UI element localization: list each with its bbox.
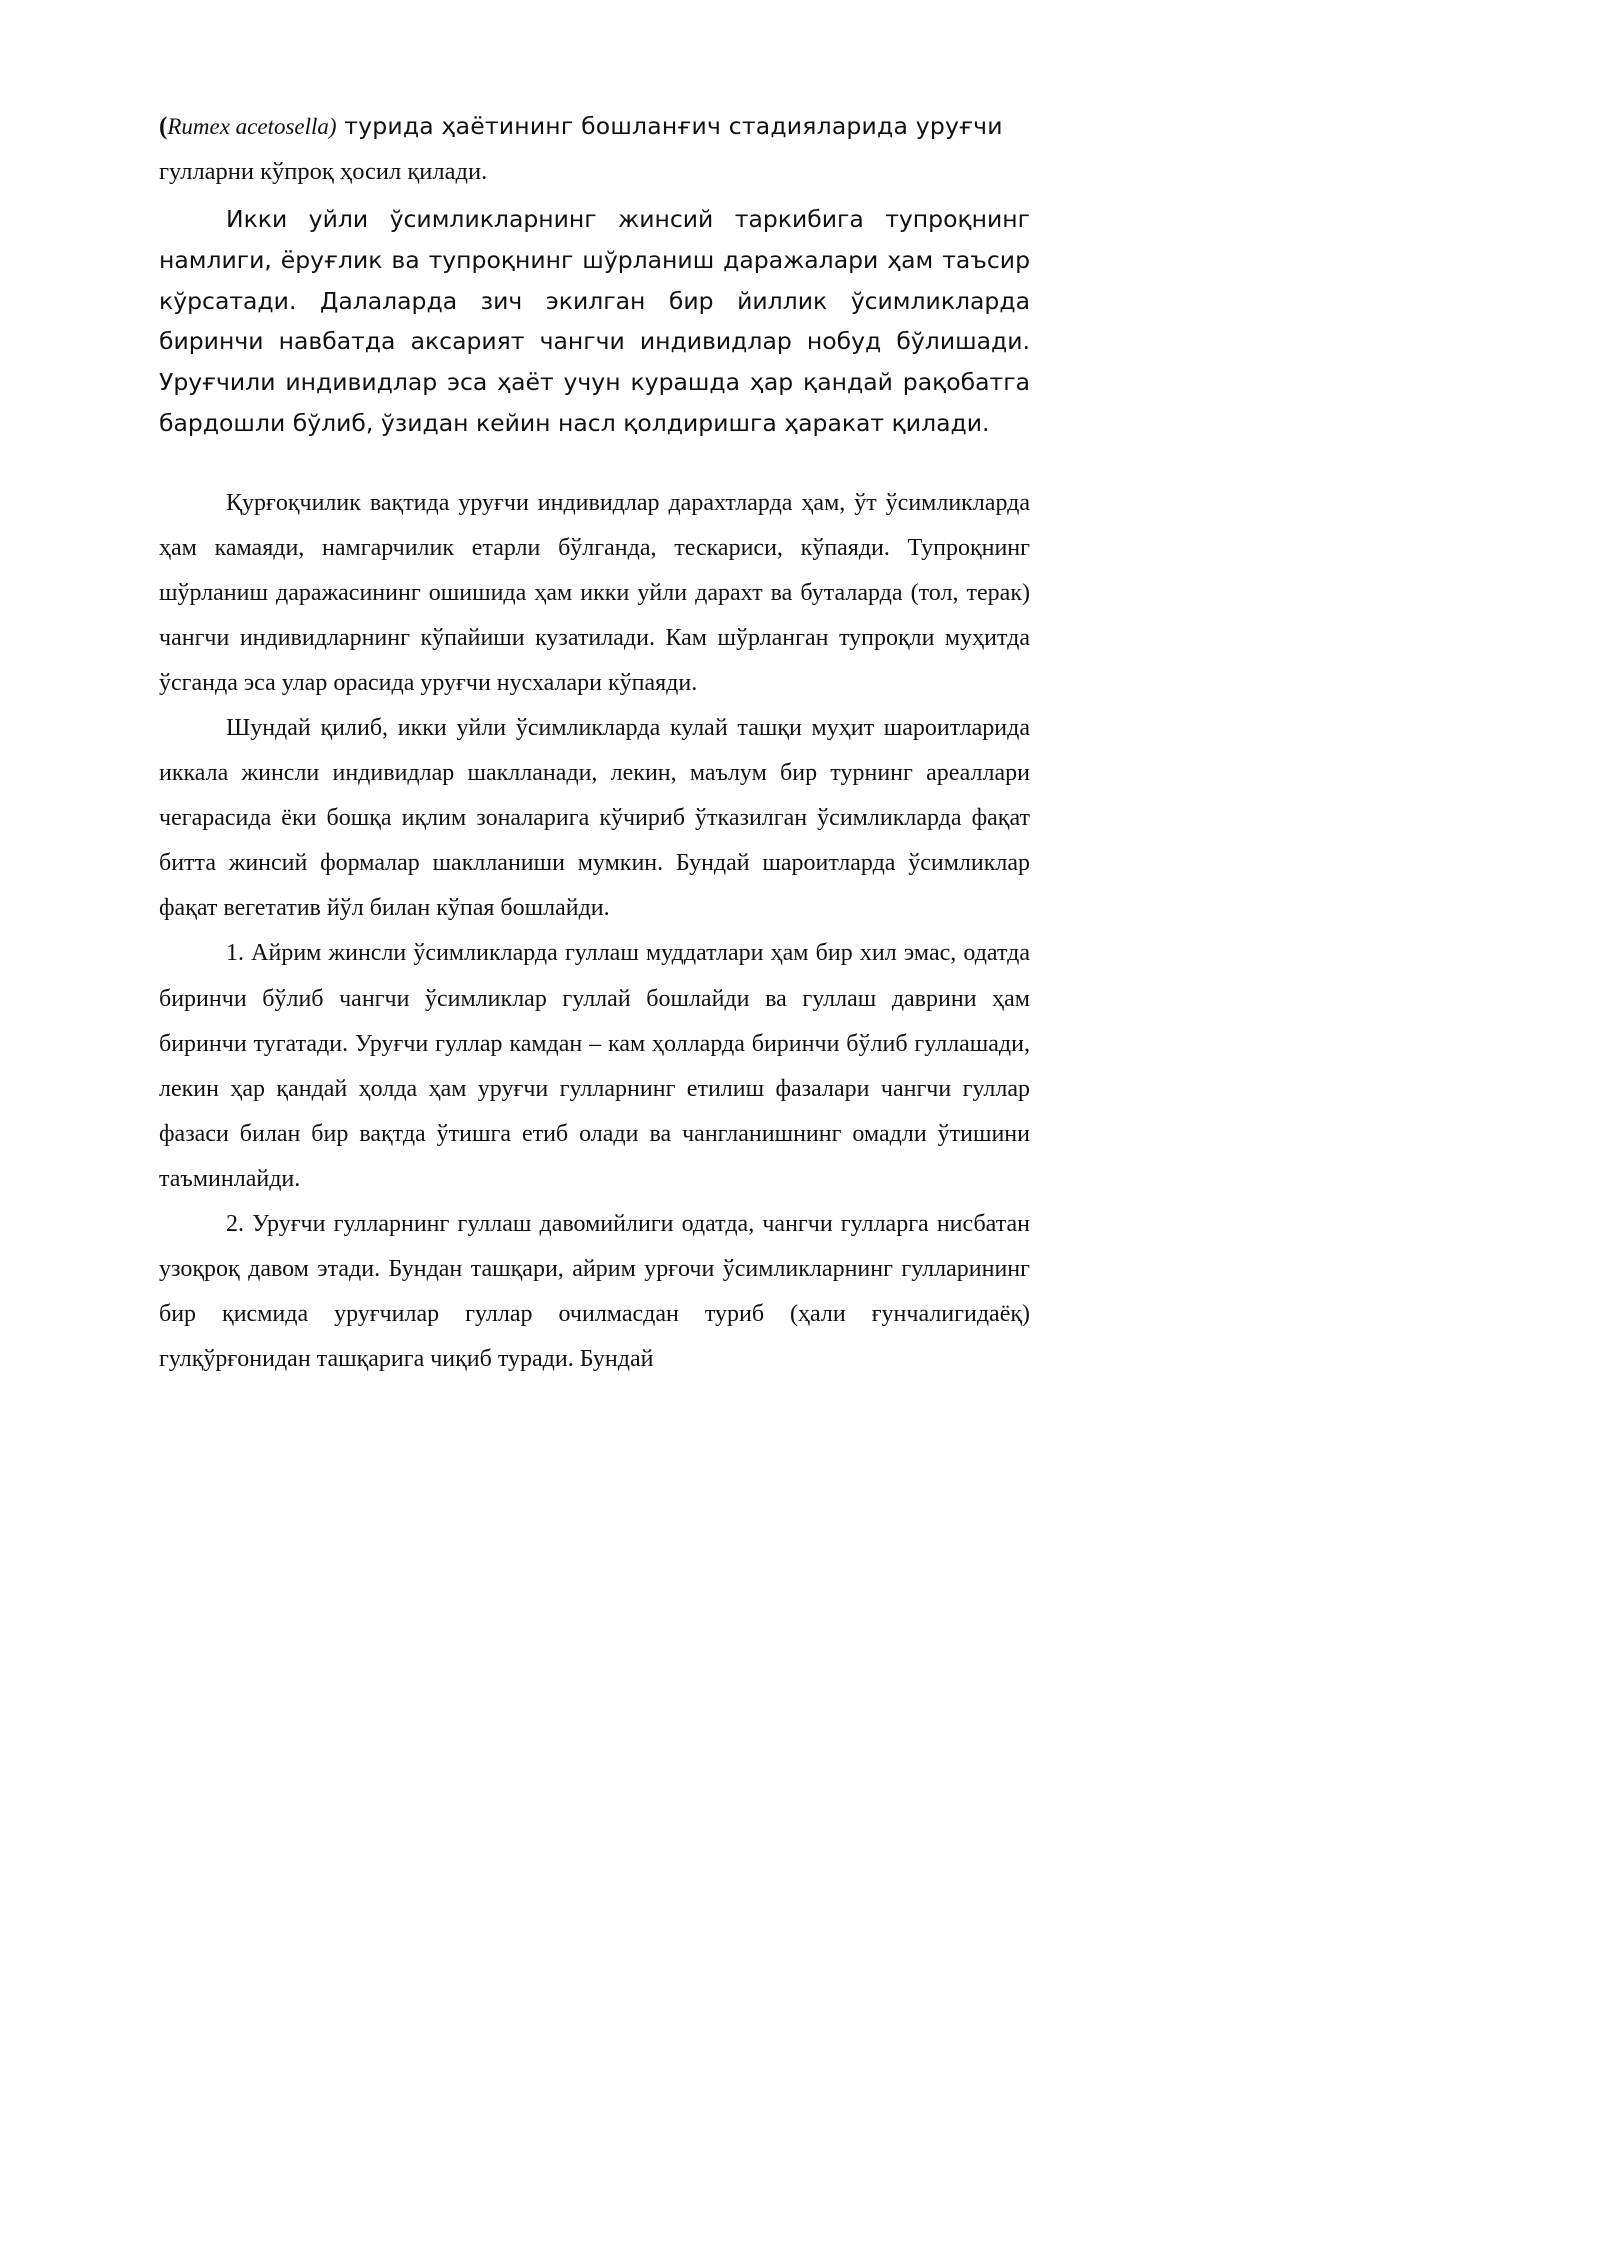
paragraph-conclusion: Шундай қилиб, икки уйли ўсимликларда кулай ташқи муҳит шароитларида иккала жинсли индивидлар шаклланади, лекин, маълум бир турнинг ареаллари чегарасида ёки бошқа иқлим зоналарига кўчириб ўтказилган ўсимликларда фақат битта жинсий формалар шаклланиши мумкин. Бундай шароитларда ўсимликлар фақат вегетатив йўл билан кўпая бошлайди. — [159, 715, 1030, 922]
intro-serif-text: гулларни кўпроқ ҳосил қилади. — [159, 158, 488, 185]
open-parenthesis: ( — [159, 113, 168, 140]
paragraph-soil-factors: Икки уйли ўсимликларнинг жинсий таркибига тупроқнинг намлиги, ёруғлик ва тупроқнинг шўрланиш даражалари ҳам таъсир кўрсатади. Далаларда зич экилган бир йиллик ўсимликларда биринчи навбатда аксарият чангчи индивидлар нобуд бўлишади. Уруғчили индивидлар эса ҳаёт учун курашда ҳар қандай рақобатга бардошли бўлиб, ўзидан кейин насл қолдиришга ҳаракат қилади. — [159, 205, 1030, 437]
paragraph-drought: Қурғоқчилик вақтида уруғчи индивидлар дарахтларда ҳам, ўт ўсимликларда ҳам камаяди, намгарчилик етарли бўлганда, тескариси, кўпаяди. Тупроқнинг шўрланиш даражасининг ошишида ҳам икки уйли дарахт ва буталарда (тол, терак) чангчи индивидларнинг кўпайиши кузатилади. Кам шўрланган тупроқли муҳитда ўсганда эса улар орасида уруғчи нусхалари кўпаяди. — [159, 490, 1030, 697]
intro-sans-text: турида ҳаётининг бошланғич стадияларида уруғчи — [336, 112, 1003, 140]
document-page — [0, 0, 1100, 1555]
list-item-2: 2. Уруғчи гулларнинг гуллаш давомийлиги одатда, чангчи гулларга нисбатан узоқроқ давом этади. Бундан ташқари, айрим урғочи ўсимликларнинг гулларининг бир қисмида уруғчилар гуллар очилмасдан туриб (ҳали ғунчалигидаёқ) гулқўрғонидан ташқарига чиқиб туради. Бундай — [159, 1210, 1030, 1372]
intro-paragraph — [159, 104, 1030, 194]
species-name: Rumex acetosella) — [167, 114, 337, 139]
list-item-1: 1. Айрим жинсли ўсимликларда гуллаш муддатлари ҳам бир хил эмас, одатда биринчи бўлиб чангчи ўсимликлар гуллай бошлайди ва гуллаш даврини ҳам биринчи тугатади. Уруғчи гуллар камдан – кам ҳолларда биринчи бўлиб гуллашади, лекин ҳар қандай ҳолда ҳам уруғчи гулларнинг етилиш фазалари чангчи гуллар фазаси билан бир вақтда ўтишга етиб олади ва чангланишнинг омадли ўтишини таъминлайди. — [159, 940, 1030, 1192]
body-text — [159, 481, 1030, 1382]
